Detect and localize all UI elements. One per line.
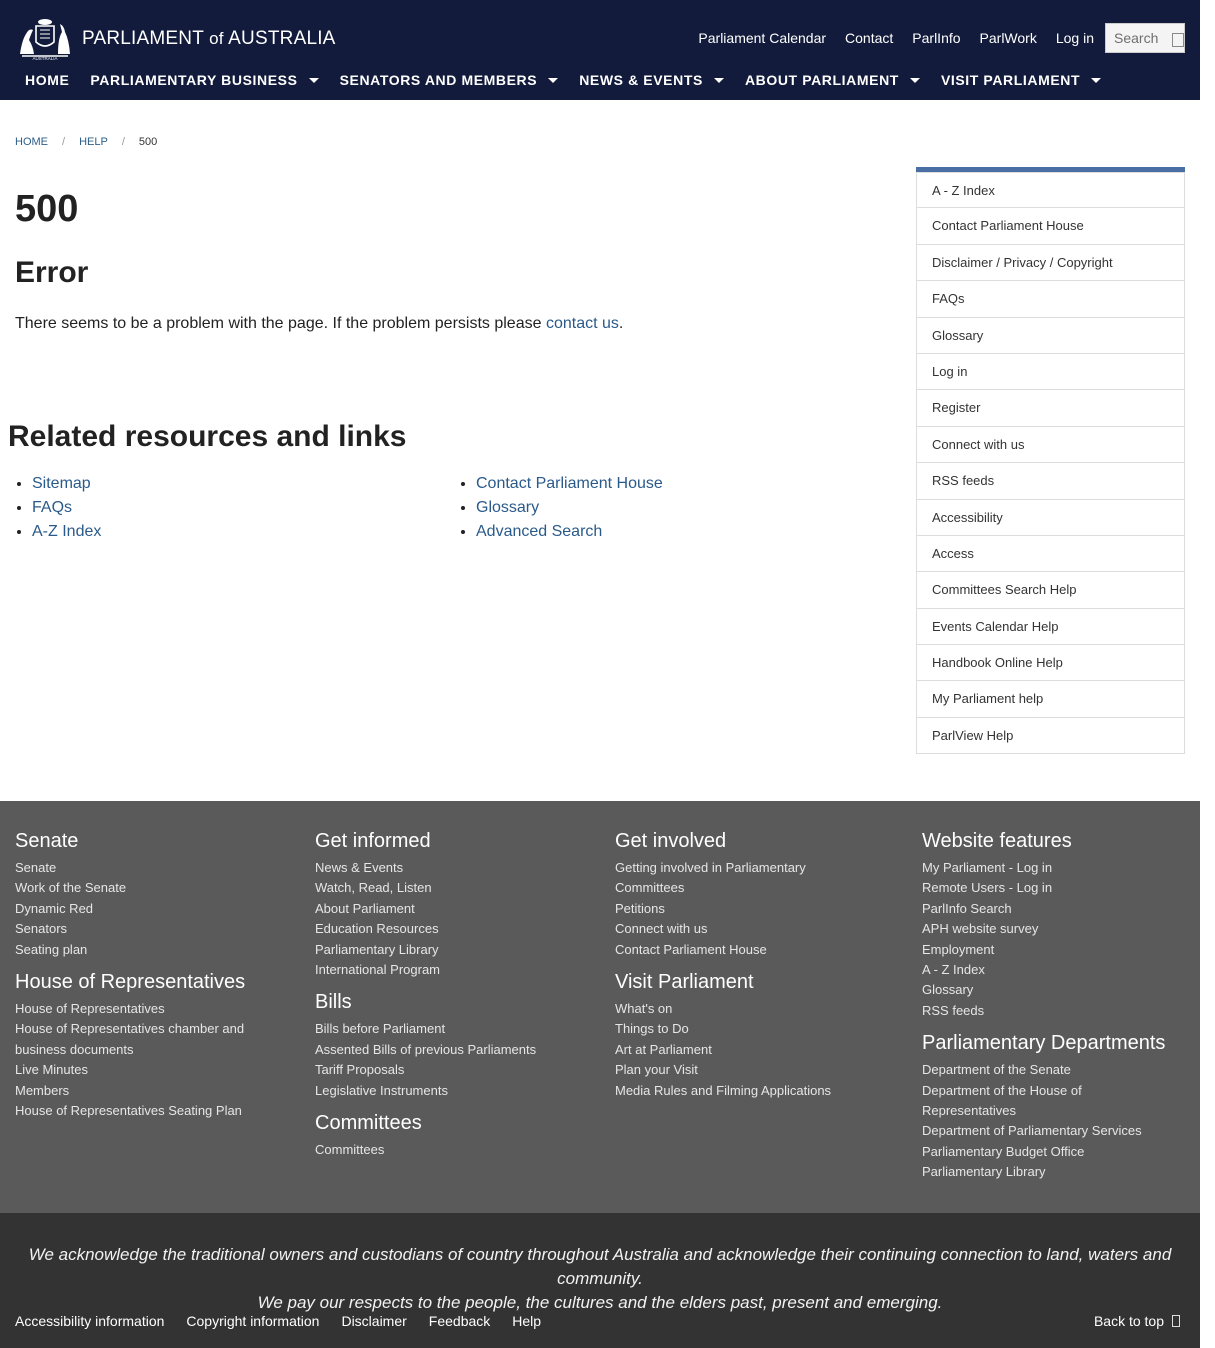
logo-wordmark	[82, 28, 336, 50]
utility-nav	[679, 23, 1185, 53]
footer-heading-visit-parliament: Visit Parliament	[615, 971, 754, 994]
footer-link[interactable]: Media Rules and Filming Applications	[615, 1082, 832, 1098]
footer-link[interactable]: Things to Do	[615, 1021, 689, 1037]
footer-link[interactable]: Parliamentary Budget Office	[922, 1143, 1085, 1159]
sidebar-item-disclaimer[interactable]: Disclaimer / Privacy / Copyright	[916, 245, 1185, 281]
footer-link[interactable]: Department of Parliamentary Services	[922, 1123, 1142, 1139]
util-link-contact[interactable]: Contact	[845, 30, 894, 46]
footer-link[interactable]: Committees	[315, 1142, 385, 1158]
logo-text-parliament: PARLIAMENT	[82, 28, 204, 49]
footer-link[interactable]: Tariff Proposals	[315, 1062, 405, 1078]
sidebar-item-glossary[interactable]: Glossary	[916, 318, 1185, 354]
footer-link[interactable]: Legislative Instruments	[315, 1082, 448, 1098]
sidebar-item-parlview-help[interactable]: ParlView Help	[916, 718, 1185, 754]
crest-label: AUSTRALIA	[32, 56, 58, 61]
footer-heading-house: House of Representatives	[15, 971, 246, 994]
contact-us-link[interactable]: contact us	[545, 315, 619, 332]
footer-heading-bills: Bills	[315, 991, 352, 1014]
sidebar-item-connect-with-us[interactable]: Connect with us	[916, 427, 1185, 463]
coat-of-arms-icon	[16, 16, 74, 62]
breadcrumb-separator: /	[121, 136, 125, 148]
footer-link[interactable]: Petitions	[615, 900, 665, 916]
footer-link[interactable]: Employment	[922, 941, 995, 957]
footer-link[interactable]: Department of the House of Representatives	[922, 1082, 1082, 1119]
nav-visit-parliament[interactable]	[941, 72, 1101, 88]
footer-link[interactable]: Plan your Visit	[615, 1062, 698, 1078]
footer-link[interactable]: My Parliament - Log in	[922, 860, 1053, 875]
bottom-link-help[interactable]: Help	[512, 1313, 542, 1329]
util-link-parlwork[interactable]: ParlWork	[979, 30, 1037, 46]
acknowledgement-line-2: We pay our respects to the people, the cultures and the elders past, present and emerging.	[257, 1293, 943, 1312]
footer-heading-get-involved: Get involved	[615, 830, 727, 852]
util-link-parlinfo[interactable]: ParlInfo	[912, 30, 961, 46]
related-link-faqs[interactable]: FAQs	[32, 499, 73, 516]
breadcrumb-separator: /	[62, 136, 66, 148]
back-to-top-label: Back to top	[1093, 1313, 1164, 1329]
help-sidebar	[916, 167, 1185, 754]
caret-down-icon	[910, 78, 920, 83]
caret-down-icon	[1091, 78, 1101, 83]
sidebar-item-access[interactable]: Access	[916, 536, 1185, 572]
nav-about-parliament[interactable]	[745, 72, 920, 88]
related-links-left	[32, 474, 101, 546]
footer-link[interactable]: Art at Parliament	[615, 1041, 712, 1057]
breadcrumb	[15, 136, 157, 148]
footer-link[interactable]: International Program	[315, 962, 441, 978]
related-link-glossary[interactable]: Glossary	[476, 499, 540, 516]
related-link-advanced-search[interactable]: Advanced Search	[476, 523, 603, 540]
acknowledgement-text	[0, 1243, 1200, 1315]
search-icon[interactable]	[1172, 33, 1184, 47]
util-link-log-in[interactable]: Log in	[1055, 30, 1094, 46]
footer-link[interactable]: Senators	[15, 921, 68, 937]
acknowledgement-bar	[0, 1213, 1200, 1348]
bottom-link-disclaimer[interactable]: Disclaimer	[341, 1313, 407, 1329]
search-box	[1105, 23, 1185, 53]
nav-parliamentary-business-label: PARLIAMENTARY BUSINESS	[90, 72, 298, 88]
arrow-up-icon	[1172, 1315, 1180, 1327]
footer-link[interactable]: Getting involved in Parliamentary Committees	[615, 860, 806, 896]
site-logo[interactable]	[16, 16, 336, 62]
footer-link[interactable]: Senate	[15, 860, 57, 875]
related-link-az-index[interactable]: A-Z Index	[32, 523, 102, 540]
footer-link[interactable]: Department of the Senate	[922, 1062, 1071, 1078]
nav-senators-and-members-label: SENATORS AND MEMBERS	[339, 72, 538, 88]
nav-news-events[interactable]	[579, 72, 724, 88]
acknowledgement-line-1: We acknowledge the traditional owners and custodians of country throughout Australia and acknowledge their continuing connection to land, waters and community.	[28, 1245, 1172, 1288]
caret-down-icon	[548, 78, 558, 83]
footer-link[interactable]: Members	[15, 1082, 70, 1098]
site-header	[0, 0, 1200, 100]
sidebar-item-handbook-online-help[interactable]: Handbook Online Help	[916, 645, 1185, 681]
nav-news-events-label: NEWS & EVENTS	[579, 72, 703, 88]
list-item	[476, 522, 663, 542]
bottom-link-feedback[interactable]: Feedback	[428, 1313, 491, 1329]
list-item	[476, 498, 663, 518]
related-link-contact-parliament-house[interactable]: Contact Parliament House	[476, 475, 663, 492]
footer-link[interactable]: RSS feeds	[922, 1002, 985, 1018]
error-message-text: There seems to be a problem with the page. If the problem persists please	[15, 315, 546, 332]
footer-link[interactable]: Assented Bills of previous Parliaments	[315, 1041, 537, 1057]
footer-link[interactable]: About Parliament	[315, 900, 415, 916]
list-item	[32, 474, 101, 494]
sidebar-item-az-index[interactable]: A - Z Index	[916, 172, 1185, 208]
footer-link[interactable]: Watch, Read, Listen	[315, 880, 432, 896]
list-item	[32, 522, 101, 542]
search-input[interactable]	[1114, 30, 1170, 46]
footer-heading-senate: Senate	[15, 830, 79, 852]
main-nav	[25, 72, 1122, 88]
page-title: 500	[15, 188, 79, 230]
footer-link[interactable]: Seating plan	[15, 941, 88, 957]
sidebar-item-my-parliament-help[interactable]: My Parliament help	[916, 681, 1185, 717]
footer-column-senate-house	[15, 830, 285, 1121]
related-resources-heading: Related resources and links	[8, 420, 407, 453]
footer-link[interactable]: House of Representatives chamber and business documents	[15, 1021, 245, 1057]
nav-visit-parliament-label: VISIT PARLIAMENT	[940, 72, 1081, 88]
sidebar-item-log-in[interactable]: Log in	[916, 354, 1185, 390]
footer-link[interactable]: Remote Users - Log in	[922, 880, 1053, 896]
util-link-parliament-calendar[interactable]: Parliament Calendar	[698, 30, 827, 46]
footer-column-involved	[615, 830, 885, 1101]
related-link-sitemap[interactable]: Sitemap	[32, 475, 91, 492]
footer-heading-get-informed: Get informed	[315, 830, 431, 852]
error-message-end: .	[618, 315, 624, 332]
footer-link[interactable]: Education Resources	[315, 921, 439, 937]
footer-link[interactable]: News & Events	[315, 860, 404, 875]
list-item	[32, 498, 101, 518]
sidebar-item-faqs[interactable]: FAQs	[916, 281, 1185, 317]
bottom-link-copyright-information[interactable]: Copyright information	[186, 1313, 320, 1329]
page-subtitle: Error	[15, 256, 89, 289]
footer-link[interactable]: APH website survey	[922, 921, 1039, 937]
footer-link[interactable]: Contact Parliament House	[615, 941, 767, 957]
footer-link[interactable]: House of Representatives Seating Plan	[15, 1103, 242, 1119]
footer-link[interactable]: Work of the Senate	[15, 880, 127, 896]
footer-link[interactable]: A - Z Index	[922, 962, 985, 978]
logo-text-australia: AUSTRALIA	[228, 28, 336, 49]
site-footer	[0, 801, 1200, 1213]
breadcrumb-current: 500	[138, 136, 158, 148]
footer-link[interactable]: Dynamic Red	[15, 900, 94, 916]
footer-link[interactable]: Live Minutes	[15, 1062, 88, 1078]
nav-about-parliament-label: ABOUT PARLIAMENT	[744, 72, 899, 88]
bottom-link-accessibility-information[interactable]: Accessibility information	[15, 1313, 165, 1329]
footer-link[interactable]: Glossary	[922, 982, 974, 998]
footer-link[interactable]: Parliamentary Library	[315, 941, 439, 957]
caret-down-icon	[309, 78, 319, 83]
nav-home[interactable]	[25, 72, 69, 88]
footer-heading-departments: Parliamentary Departments	[922, 1032, 1166, 1055]
footer-link[interactable]: Parliamentary Library	[922, 1164, 1046, 1180]
sidebar-item-register[interactable]: Register	[916, 390, 1185, 426]
breadcrumb-help[interactable]: HELP	[79, 136, 108, 148]
footer-column-features	[922, 830, 1187, 1183]
breadcrumb-home[interactable]: HOME	[15, 136, 48, 148]
list-item	[476, 474, 663, 494]
related-links-right	[476, 474, 663, 546]
sidebar-item-events-calendar-help[interactable]: Events Calendar Help	[916, 609, 1185, 645]
footer-link[interactable]: What's on	[615, 1001, 673, 1017]
footer-heading-website-features: Website features	[922, 830, 1072, 852]
sidebar-item-committees-search-help[interactable]: Committees Search Help	[916, 572, 1185, 608]
sidebar-item-contact-parliament-house[interactable]: Contact Parliament House	[916, 208, 1185, 244]
footer-link[interactable]: House of Representatives	[15, 1001, 165, 1017]
logo-text-of: of	[209, 29, 224, 48]
footer-column-informed	[315, 830, 585, 1160]
footer-heading-committees: Committees	[315, 1112, 422, 1135]
error-message	[15, 315, 623, 333]
nav-home-label: HOME	[25, 72, 70, 88]
footer-link[interactable]: Connect with us	[615, 921, 708, 937]
sidebar-item-accessibility[interactable]: Accessibility	[916, 500, 1185, 536]
bottom-links	[15, 1313, 563, 1329]
caret-down-icon	[714, 78, 724, 83]
nav-senators-and-members[interactable]	[340, 72, 559, 88]
footer-link[interactable]: ParlInfo Search	[922, 900, 1012, 916]
nav-parliamentary-business[interactable]	[90, 72, 318, 88]
sidebar-item-rss-feeds[interactable]: RSS feeds	[916, 463, 1185, 499]
footer-link[interactable]: Bills before Parliament	[315, 1021, 446, 1037]
back-to-top-link[interactable]	[1094, 1313, 1180, 1329]
